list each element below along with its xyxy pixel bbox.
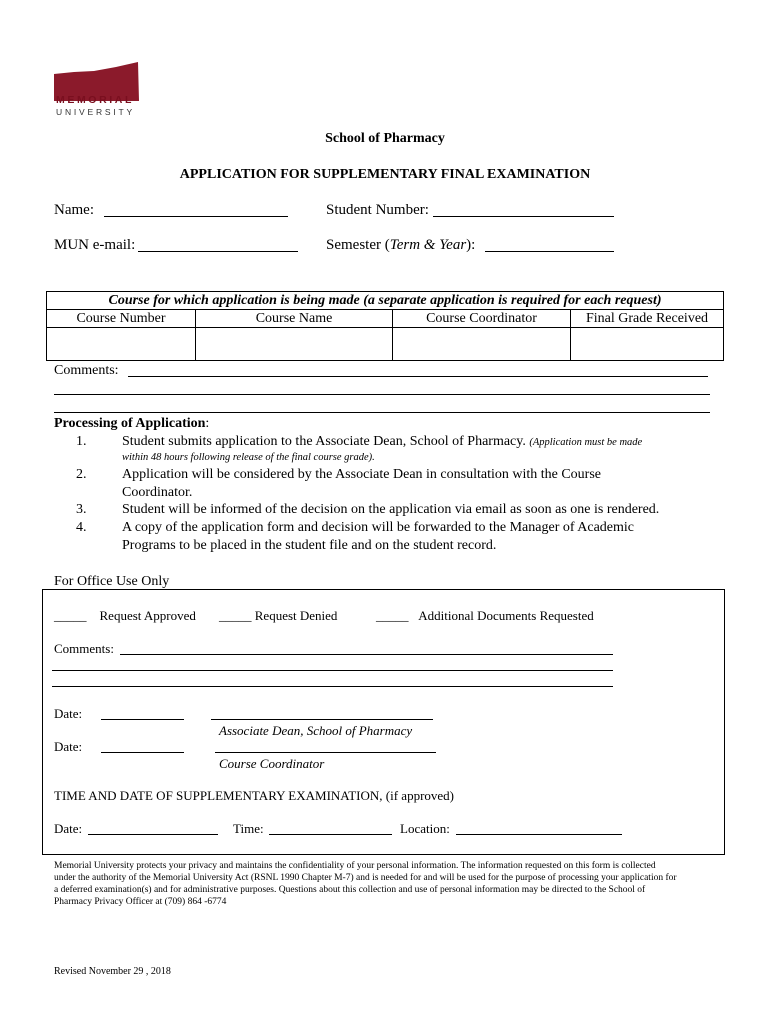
- date-label: Date:: [54, 706, 83, 721]
- column-header: Course Coordinator: [393, 310, 571, 328]
- office-use-box: [42, 589, 725, 855]
- processing-heading: Processing of Application:: [54, 416, 210, 431]
- column-header: Course Number: [47, 310, 196, 328]
- exam-time-field[interactable]: [269, 834, 392, 835]
- signature-caption: Course Coordinator: [219, 756, 325, 771]
- comments-label: Comments:: [54, 363, 119, 378]
- date-field[interactable]: [101, 719, 184, 720]
- exam-time-label: Time:: [233, 821, 264, 836]
- comments-field-line[interactable]: [128, 376, 708, 377]
- office-comments-line[interactable]: [120, 654, 613, 655]
- name-field[interactable]: [104, 216, 288, 217]
- date-field[interactable]: [101, 752, 184, 753]
- exam-location-label: Location:: [400, 821, 450, 836]
- course-table-caption: Course for which application is being made (a separate application is required for each request): [47, 292, 724, 310]
- logo-wordmark: MEMORIAL: [56, 94, 134, 106]
- exam-location-field[interactable]: [456, 834, 622, 835]
- exam-date-label: Date:: [54, 821, 83, 836]
- step-text: Application will be considered by the Associate Dean in consultation with the Course: [122, 467, 602, 482]
- signature-line[interactable]: [215, 752, 436, 753]
- column-header: Final Grade Received: [571, 310, 724, 328]
- final-grade-cell[interactable]: [571, 328, 724, 361]
- comments-field-line[interactable]: [54, 412, 710, 413]
- step-number: 3.: [76, 502, 87, 517]
- office-comments-line[interactable]: [52, 670, 613, 671]
- column-header: Course Name: [196, 310, 393, 328]
- approved-option[interactable]: _____ Request Approved: [54, 608, 196, 623]
- step-note: within 48 hours following release of the final course grade).: [122, 452, 375, 463]
- step-text: Coordinator.: [122, 485, 193, 500]
- denied-option[interactable]: _____ Request Denied: [219, 608, 338, 623]
- exam-date-field[interactable]: [88, 834, 218, 835]
- email-field[interactable]: [138, 251, 298, 252]
- revised-date: Revised November 29 , 2018: [54, 966, 171, 977]
- student-number-field[interactable]: [433, 216, 614, 217]
- logo-wordmark-sub: UNIVERSITY: [56, 107, 136, 117]
- step-number: 1.: [76, 434, 87, 449]
- semester-label: Semester (Term & Year):: [326, 237, 476, 253]
- course-table: [46, 291, 724, 361]
- step-text: Student will be informed of the decision on the application via email as soon as one is rendered.: [122, 502, 660, 517]
- step-text: Student submits application to the Associate Dean, School of Pharmacy. (Application must be made: [122, 434, 643, 449]
- step-number: 2.: [76, 467, 87, 482]
- date-label: Date:: [54, 739, 83, 754]
- course-name-cell[interactable]: [196, 328, 393, 361]
- privacy-notice: Memorial University protects your privacy and maintains the confidentiality of your personal information. The information requested on this form is collected under the authority of the Memorial University Act (RSNL 1990 Chapter M-7) and is needed for and will be used for the purpose of processing your application for a deferred examination(s) and for administrative purposes. Questions about this collection and use of personal information may be directed to the School of Pharmacy Privacy Officer at (709) 864 -6774: [54, 861, 677, 907]
- exam-title: TIME AND DATE OF SUPPLEMENTARY EXAMINATION, (if approved): [54, 788, 455, 803]
- student-number-label: Student Number:: [326, 202, 429, 218]
- signature-line[interactable]: [211, 719, 433, 720]
- course-number-cell[interactable]: [47, 328, 196, 361]
- form-title: APPLICATION FOR SUPPLEMENTARY FINAL EXAMINATION: [179, 167, 591, 182]
- step-text: Programs to be placed in the student file and on the student record.: [122, 538, 497, 553]
- step-number: 4.: [76, 520, 87, 535]
- signature-caption: Associate Dean, School of Pharmacy: [219, 723, 413, 738]
- office-comments-line[interactable]: [52, 686, 613, 687]
- course-coordinator-cell[interactable]: [393, 328, 571, 361]
- office-use-heading: For Office Use Only: [54, 574, 170, 589]
- semester-field[interactable]: [485, 251, 614, 252]
- additional-docs-option[interactable]: _____ Additional Documents Requested: [376, 608, 594, 623]
- name-label: Name:: [54, 202, 94, 218]
- school-name: School of Pharmacy: [325, 131, 445, 146]
- comments-field-line[interactable]: [54, 394, 710, 395]
- email-label: MUN e-mail:: [54, 237, 136, 253]
- office-comments-label: Comments:: [54, 641, 114, 656]
- step-text: A copy of the application form and decision will be forwarded to the Manager of Academic: [122, 520, 634, 535]
